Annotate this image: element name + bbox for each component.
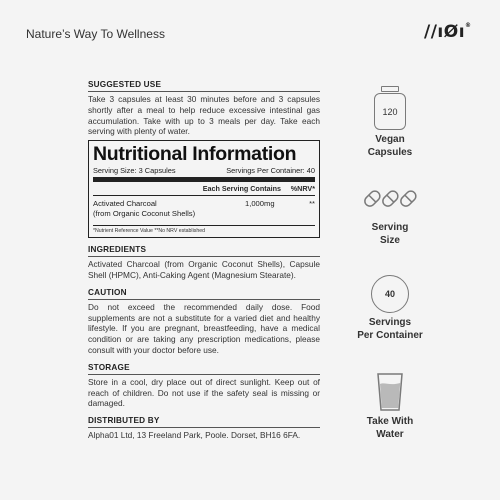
distributed-section — [88, 416, 320, 441]
suggested-use-text: Take 3 capsules at least 30 minutes before and 3 capsules shortly after a meal to help reduce excessive intestinal gas accumulation. Take with up to 3 meals per day. Take each serving with plenty of water. — [88, 94, 320, 137]
feature-label-line2: Per Container — [357, 329, 423, 341]
feature-label-line2: Size — [379, 234, 400, 246]
nutrient-name-line1: Activated Charcoal — [93, 199, 157, 209]
bottle-icon — [374, 86, 406, 130]
caution-title: CAUTION — [88, 287, 127, 297]
feature-vegan-capsules — [330, 86, 450, 159]
suggested-use-title: SUGGESTED USE — [88, 80, 162, 89]
servings-count: 40 — [384, 289, 395, 299]
caution-text: Do not exceed the recommended daily dose. Food supplements are not a substitute for a varied diet and healthy lifestyle. If you are pregnant, breastfeeding, have a medical condition or are taking any prescription medications, please consult with your doctor before use. — [88, 301, 320, 355]
distributed-text: Alpha01 Ltd, 13 Freeland Park, Poole. Dorset, BH16 6FA. — [88, 430, 301, 441]
nutrition-row — [93, 196, 315, 218]
feature-take-with-water — [330, 372, 450, 441]
feature-label-line2: Water — [376, 428, 404, 440]
nutrition-panel — [88, 140, 320, 238]
feature-label — [368, 134, 412, 159]
divider — [88, 427, 320, 428]
divider — [88, 374, 320, 375]
feature-label-line1: Servings — [368, 317, 412, 328]
feature-label-line1: Vegan — [375, 134, 405, 145]
ingredients-section — [88, 245, 320, 281]
suggested-use-section — [88, 80, 320, 137]
nutrient-name-line2: (from Organic Coconut Shells) — [93, 208, 196, 218]
servings-per-container: Servings Per Container: 40 — [226, 166, 315, 176]
col-each-serving: Each Serving Contains — [202, 184, 281, 194]
nutrient-name — [93, 199, 245, 218]
divider — [88, 91, 320, 92]
brand-logo-text: //ıØı — [424, 22, 466, 42]
brand-logo — [424, 22, 472, 42]
distributed-title: DISTRIBUTED BY — [88, 416, 160, 426]
label-text-column — [88, 80, 320, 441]
col-nrv: %NRV* — [290, 184, 315, 194]
water-glass-icon — [376, 372, 404, 412]
feature-servings-per-container — [330, 275, 450, 342]
three-capsules-icon — [360, 180, 420, 218]
feature-label — [367, 416, 413, 441]
serving-size: Serving Size: 3 Capsules — [93, 166, 176, 176]
nutrient-nrv: ** — [309, 199, 315, 209]
feature-label — [372, 222, 409, 247]
storage-section — [88, 363, 320, 409]
nutrition-footnote: *Nutrient Reference Value **No NRV established — [93, 225, 315, 234]
nutrient-amount: 1,000mg — [245, 199, 275, 209]
feature-label-line1: Take With — [366, 416, 414, 427]
storage-title: STORAGE — [88, 362, 130, 372]
nutrition-title: Nutritional Information — [93, 143, 297, 166]
storage-text: Store in a cool, dry place out of direct sunlight. Keep out of reach of children. Do not use if the safety seal is missing or damaged. — [88, 376, 320, 409]
nutrition-serving-row — [93, 166, 315, 182]
divider — [88, 299, 320, 300]
feature-serving-size — [330, 180, 450, 247]
registered-mark: ® — [465, 22, 472, 29]
servings-circle-icon — [371, 275, 409, 313]
capsule-count: 120 — [374, 93, 406, 130]
nutrition-header-row — [93, 182, 315, 196]
divider — [88, 256, 320, 257]
feature-label-line2: Capsules — [367, 146, 413, 158]
feature-label-line1: Serving — [371, 222, 409, 233]
ingredients-text: Activated Charcoal (from Organic Coconut Shells), Capsule Shell (HPMC), Anti-Caking Agent (Magnesium Stearate). — [88, 259, 320, 280]
feature-label — [357, 317, 423, 342]
header — [0, 0, 500, 58]
ingredients-title: INGREDIENTS — [88, 245, 147, 255]
tagline: Nature’s Way To Wellness — [26, 27, 165, 41]
caution-section — [88, 288, 320, 356]
